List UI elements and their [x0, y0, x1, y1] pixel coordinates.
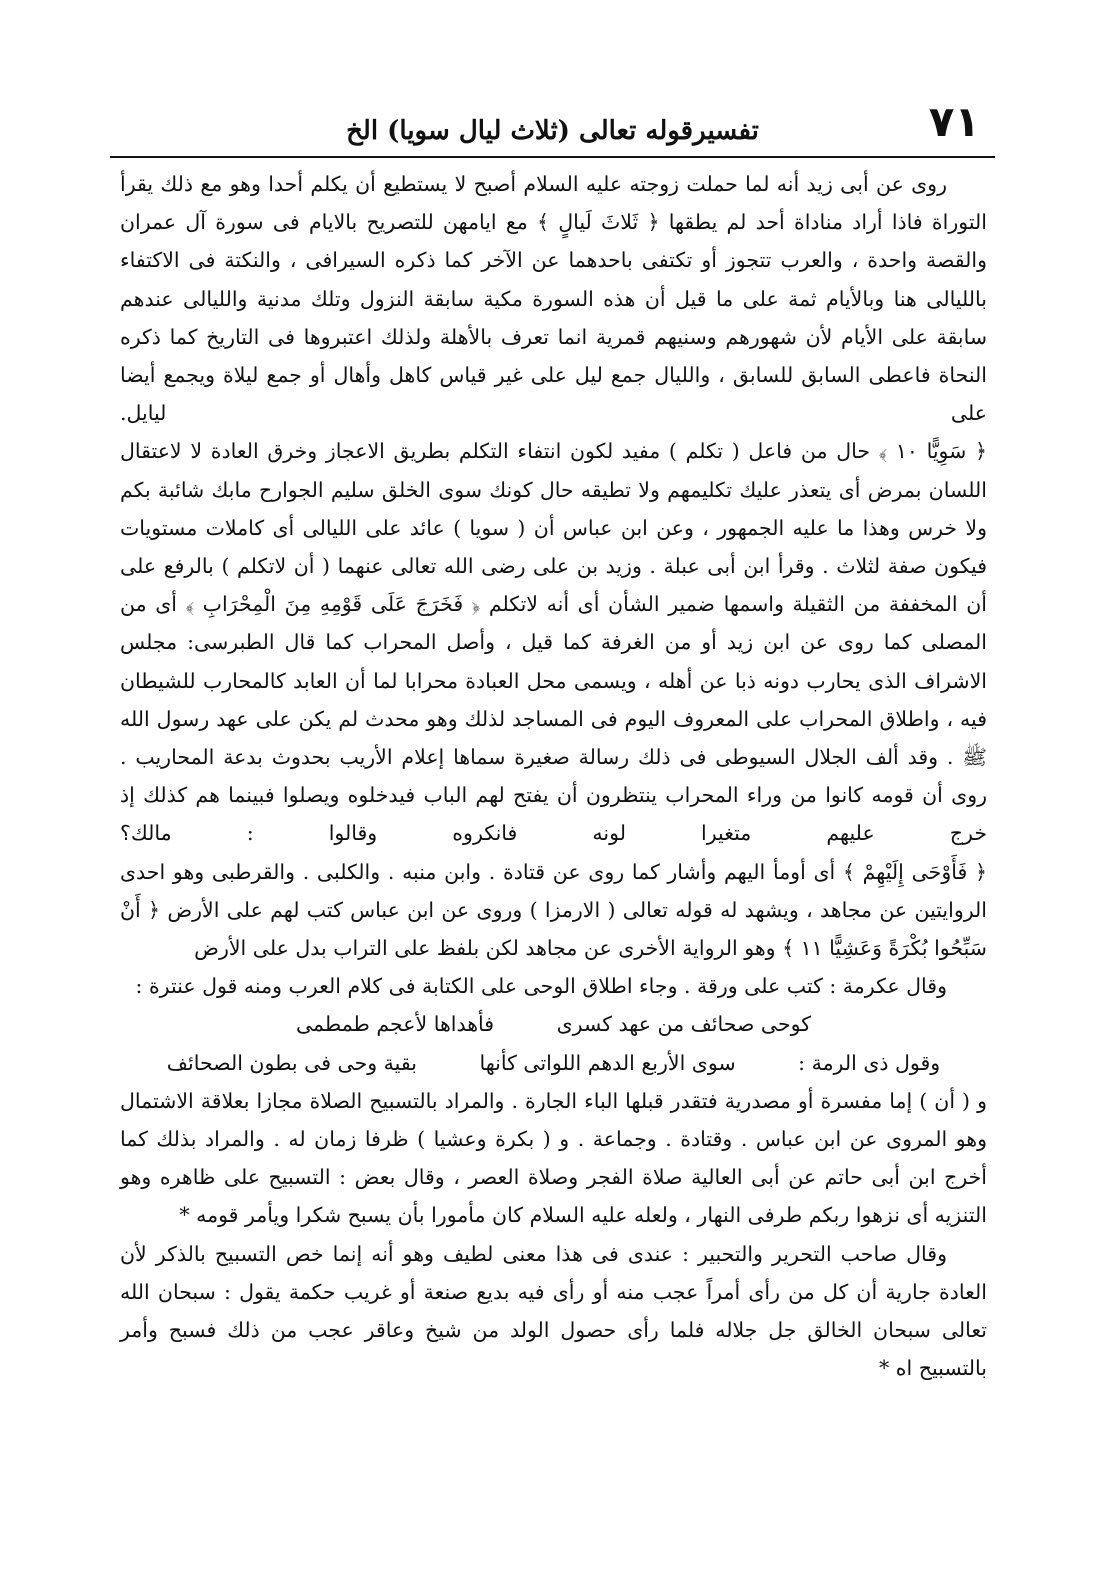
- paragraph-1: روى عن أبى زيد أنه لما حملت زوجته عليه السلام أصبح لا يستطيع أن يكلم أحدا وهو مع ذلك يقرأ التوراة فاذا أراد مناداة أحد لم يطقها ﴿ ثَلاثَ لَيالٍ ﴾ مع ايامهن للتصريح بالايام فى سورة آل عمران والقصة واحدة ، والعرب تتجوز أو تكتفى باحدهما عن الآخر كما ذكره السيرافى ، والنكتة فى الاكتفاء بالليالى هنا وبالأيام ثمة على ما قيل أن هذه السورة مكية سابقة النزول وتلك مدنية والليالى عندهم سابقة على الأيام لأن شهورهم وسنيهم قمرية انما تعرف بالأهلة ولذلك اعتبروها فى التاريخ كما ذكره النحاة فاعطى السابق للسابق ، والليال جمع ليل على غير قياس كاهل وأهال أو جمع ليلاة ويجمع أيضا على ليايل.: [120, 172, 987, 426]
- header-rule: [110, 156, 995, 158]
- verse-1-left: فأهداها لأعجم طمطمى: [295, 1012, 495, 1037]
- paragraph-3: ﴿ فَأَوْحَى إِلَيْهِمْ ﴾ أى أومأ اليهم وأشار كما روى عن قتادة . وابن منبه . والكلبى . والقرطبى وهو احدى الروايتين عن مجاهد ، ويشهد له قوله تعالى ( الارمزا ) وروى عن ابن عباس كتب لهم على الأرض ﴿ أَنْ سَبِّحُوا بُكْرَةً وَعَشِيًّا ١١ ﴾ وهو الرواية الأخرى عن مجاهد لكن بلفظ على التراب بدل على الأرض: [120, 859, 987, 961]
- verse-2-left: بقية وحى فى بطون الصحائف: [166, 1050, 417, 1075]
- verse-2: [120, 1044, 987, 1082]
- paragraph-2: ﴿ سَوِيًّا ١٠ ﴾ حال من فاعل ( تكلم ) مفيد لكون انتفاء التكلم بطريق الاعجاز وخرق العادة لا لاعتقال اللسان بمرض أى يتعذر عليك تكليمهم ولا تطيقه حال كونك سوى الخلق سليم الجوارح مابك شائبة بكم ولا خرس وهذا ما عليه الجمهور ، وعن ابن عباس أن ( سويا ) عائد على الليالى أى كاملات مستويات فيكون صفة لثلاث . وقرأ ابن أبى عبلة . وزيد بن على رضى الله تعالى عنهما ( أن لاتكلم ) بالرفع على أن المخففة من الثقيلة واسمها ضمير الشأن أى أنه لاتكلم ﴿ فَخَرَجَ عَلَى قَوْمِهِ مِنَ الْمِحْرَابِ ﴾ أى من المصلى كما روى عن ابن زيد أو من الغرفة كما قيل ، وأصل المحراب كما قال الطبرسى: مجلس الاشراف الذى يحارب دونه ذبا عن أهله ، ويسمى محل العبادة محرابا لما أن العابد كالمحارب للشيطان فيه ، واطلاق المحراب على المعروف اليوم فى المساجد لذلك وهو محدث لم يكن على عهد رسول الله ﷺ . وقد ألف الجلال السيوطى فى ذلك رسالة صغيرة سماها إعلام الأريب بحدوث بدعة المحاريب . روى أن قومه كانوا من وراء المحراب ينتظرون أن يفتح لهم الباب فيدخلوه ويصلوا فبينما هم كذلك إذ خرج عليهم متغيرا لونه فانكروه وقالوا : مالك؟: [120, 439, 987, 846]
- paragraph-4: و ( أن ) إما مفسرة أو مصدرية فتقدر قبلها الباء الجارة . والمراد بالتسبيح الصلاة مجازا بعلاقة الاشتمال وهو المروى عن ابن عباس . وقتادة . وجماعة . و ( بكرة وعشيا ) ظرفا زمان له . والمراد بذلك كما أخرج ابن أبى حاتم عن أبى العالية صلاة الفجر وصلاة العصر ، وقال بعض : التسبيح على ظاهره وهو التنزيه أى نزهوا ربكم طرفى النهار ، ولعله عليه السلام كان مأمورا بأن يسبح شكرا ويأمر قومه *: [120, 1088, 987, 1228]
- verse-2-intro: وقول ذى الرمة :: [798, 1050, 941, 1075]
- verse-1: [120, 1005, 987, 1043]
- page-header: [110, 97, 995, 150]
- page-number: ٧١: [928, 97, 980, 146]
- verse-2-right: سوى الأربع الدهم اللواتى كأنها: [479, 1050, 736, 1075]
- indented-line: وقال عكرمة : كتب على ورقة . وجاء اطلاق الوحى على الكتابة فى كلام العرب ومنه قول عنترة :: [135, 974, 947, 999]
- text-body: [120, 165, 987, 1513]
- verse-1-right: كوحى صحائف من عهد كسرى: [556, 1012, 812, 1037]
- paragraph-5: وقال صاحب التحرير والتحبير : عندى فى هذا معنى لطيف وهو أنه إنما خص التسبيح بالذكر لأن العادة جارية أن كل من رأى أمراً عجب منه أو رأى فيه بديع صنعة أو غريب حكمة يقول : سبحان الله تعالى سبحان الخالق جل جلاله فلما رأى حصول الولد من شيخ وعاقر عجب من ذلك فسبح وأمر بالتسبيح اه *: [120, 1241, 987, 1381]
- running-title: تفسيرقوله تعالى (ثلاث ليال سويا) الخ: [346, 116, 759, 146]
